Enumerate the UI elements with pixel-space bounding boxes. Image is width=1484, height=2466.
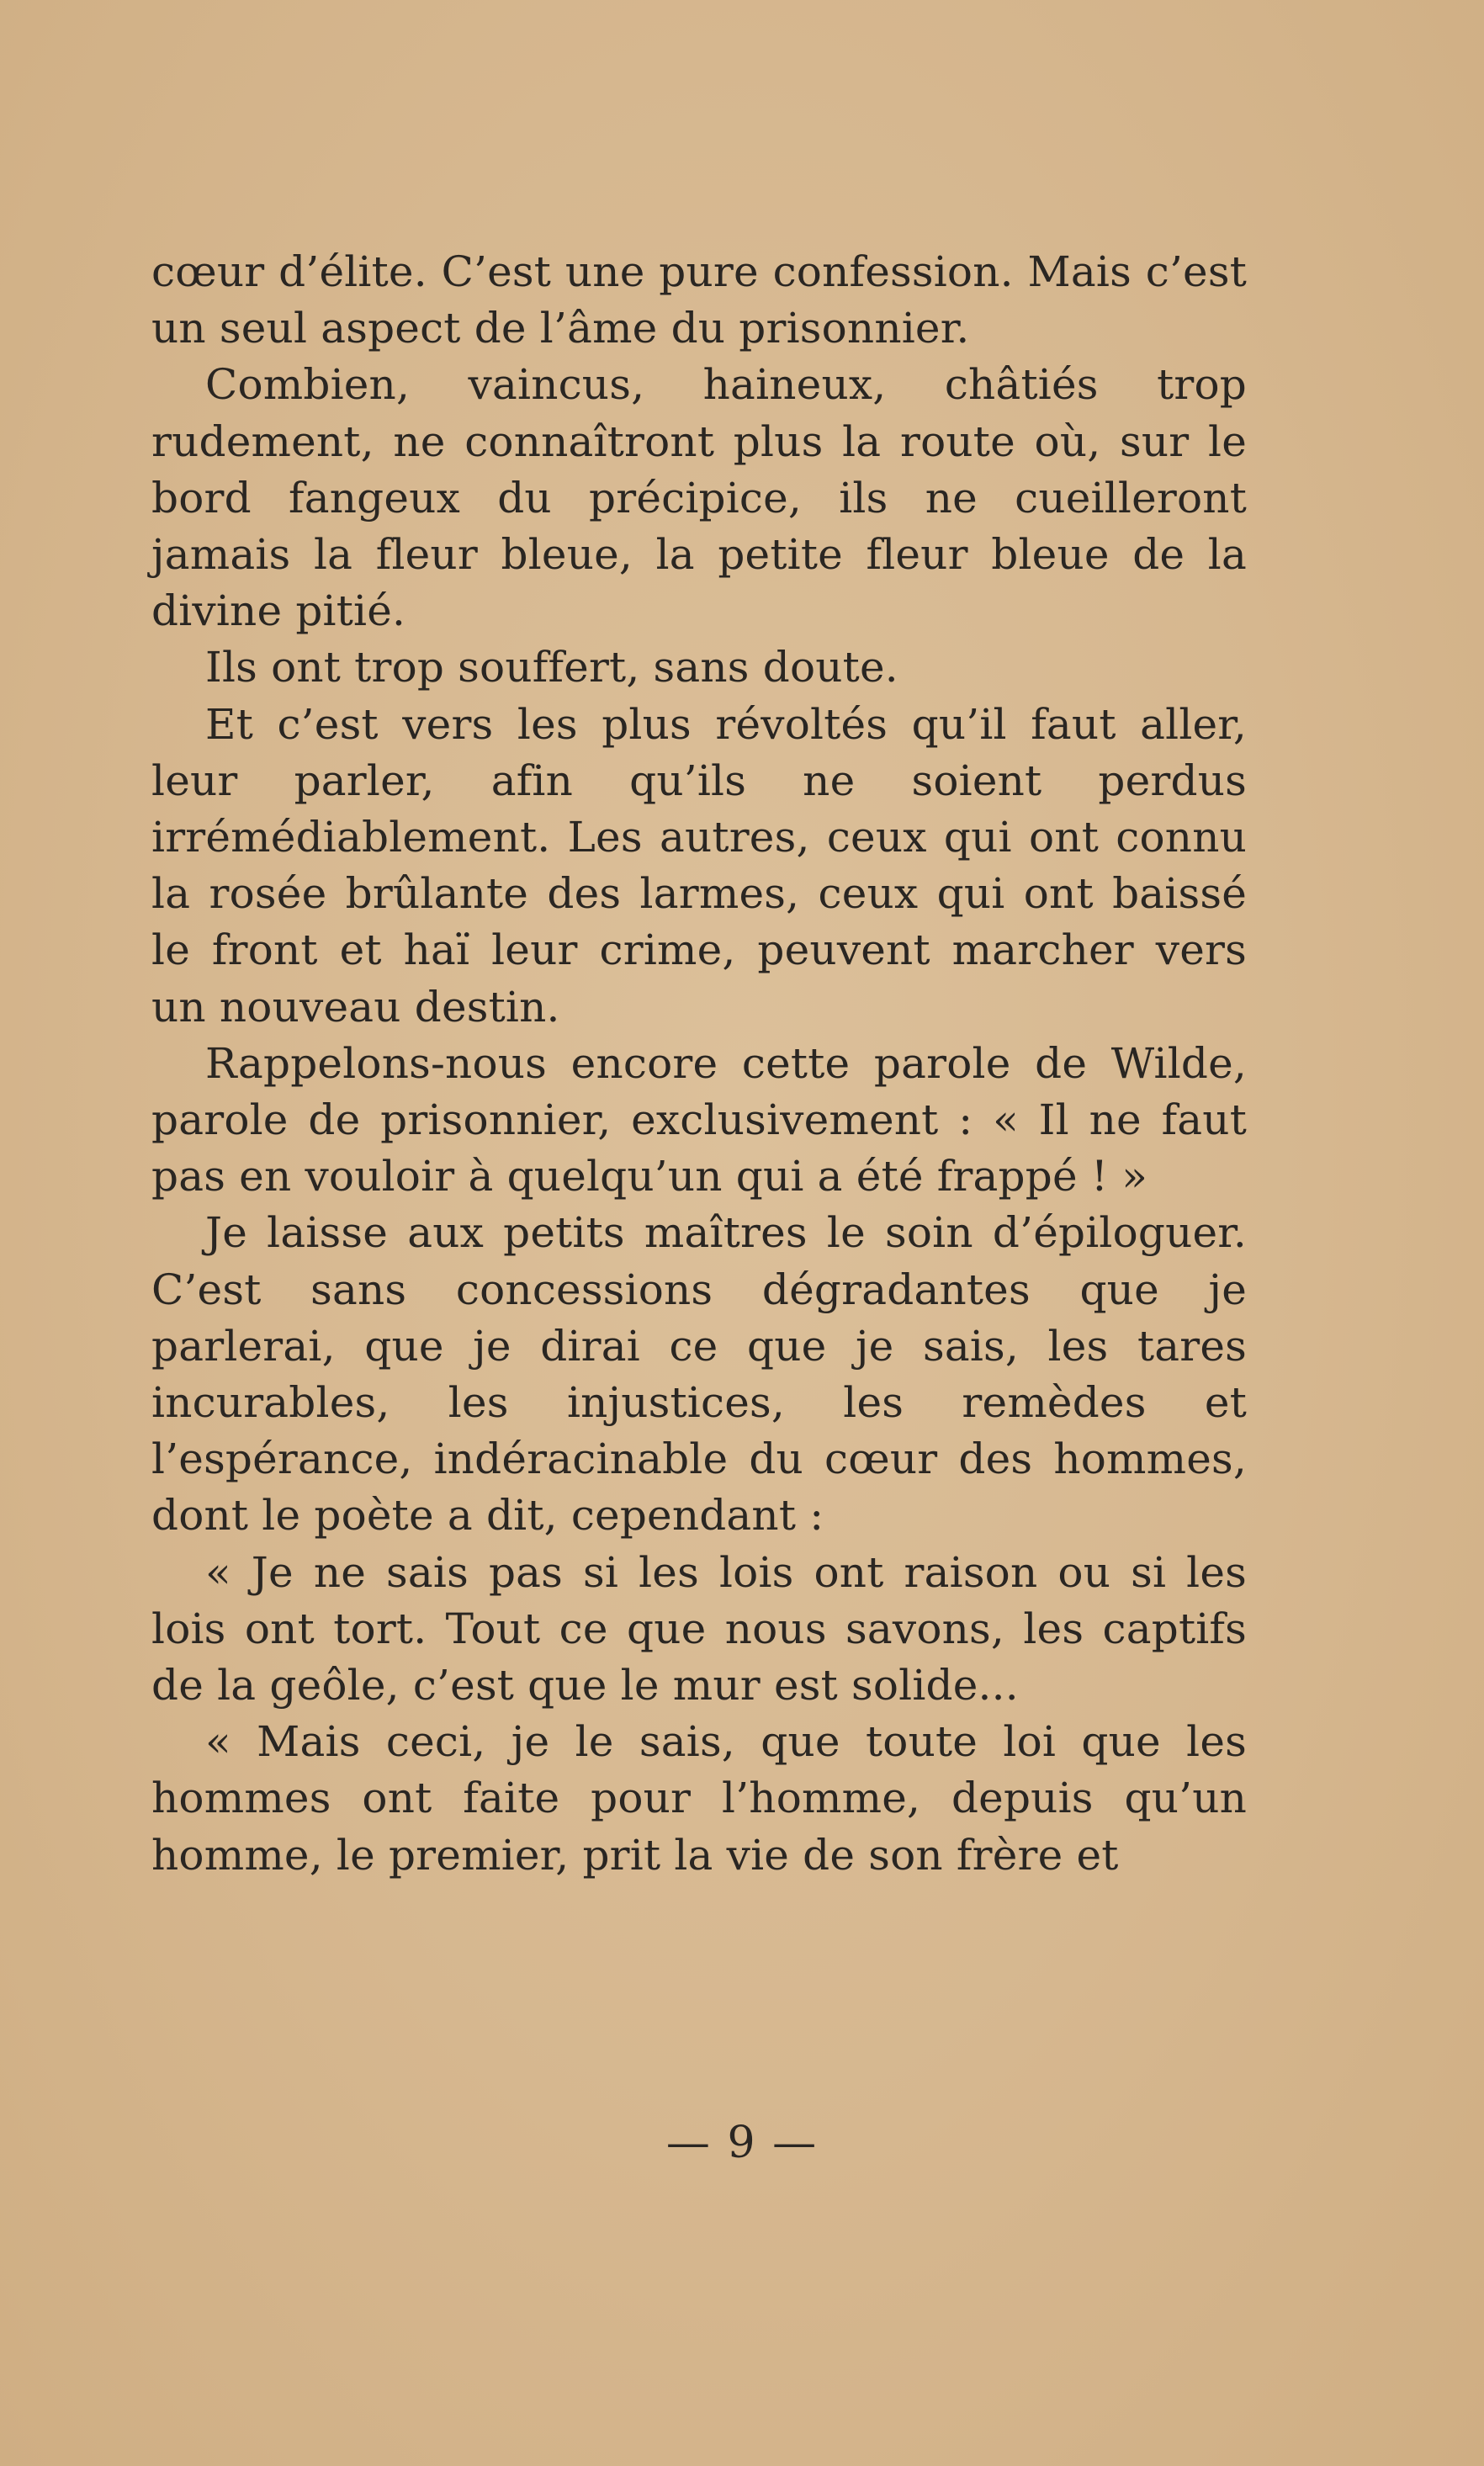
paragraph: Et c’est vers les plus révoltés qu’il faut aller, leur parler, afin qu’ils ne soient perdus irrémédiablement. Les autres, ceux qui ont connu la rosée brûlante des larmes, ceux qui ont baissé le front et haï leur crime, peuvent marcher vers un nouveau destin. xyxy=(151,699,1247,1031)
quotation-paragraph: « Mais ceci, je le sais, que toute loi que les hommes ont faite pour l’homme, depuis qu’un homme, le premier, prit la vie de son frère et xyxy=(151,1717,1247,1880)
quotation-paragraph: « Je ne sais pas si les lois ont raison ou si les lois ont tort. Tout ce que nous savons, les captifs de la geôle, c’est que le mur est solide... xyxy=(151,1547,1247,1710)
paragraph: Rappelons-nous encore cette parole de Wilde, parole de prisonnier, exclusivement : « Il ne faut pas en vouloir à quelqu’un qui a été frappé ! » xyxy=(151,1038,1247,1201)
page-number: — 9 — xyxy=(665,2118,819,2168)
paragraph: Combien, vaincus, haineux, châtiés trop rudement, ne connaîtront plus la route où, sur le bord fangeux du précipice, ils ne cueilleront jamais la fleur bleue, la petite fleur bleue de la divine pitié. xyxy=(151,360,1247,636)
paragraph: cœur d’élite. C’est une pure confession. Mais c’est un seul aspect de l’âme du prisonnier. xyxy=(151,247,1247,353)
paragraph: Je laisse aux petits maîtres le soin d’épiloguer. C’est sans concessions dégradantes que je parlerai, que je dirai ce que je sais, les tares incurables, les injustices, les remèdes et l’espérance, indéracinable du cœur des hommes, dont le poète a dit, cependant : xyxy=(151,1208,1247,1541)
body-text xyxy=(151,244,1247,1884)
paragraph: Ils ont trop souffert, sans doute. xyxy=(205,643,898,692)
